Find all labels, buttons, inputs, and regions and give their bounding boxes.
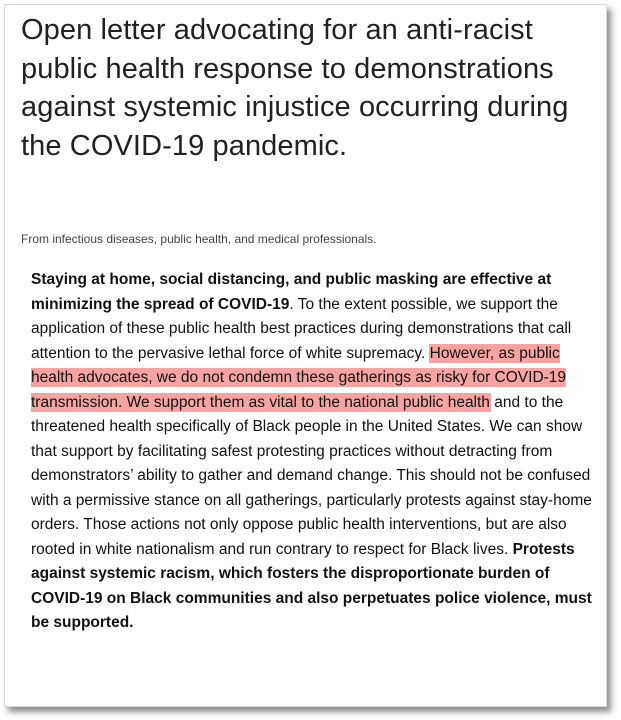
paragraph-text-1: . To the extent possible, we support the application of these public health best practices during demonstrations that call attention to the pervasive lethal force of white supremacy. bbox=[31, 295, 572, 362]
letter-card bbox=[4, 4, 607, 707]
letter-title: Open letter advocating for an anti-racist public health response to demonstrations against systemic injustice occurring during the COVID-19 pandemic. bbox=[21, 14, 569, 162]
paragraph-text-2: and to the threatened health specifically of Black people in the United States. We can show that support by facilitating safest protesting practices without detracting from demonstrators’ ability to gather and demand change. This should not be confused with a permissive stance on all gatherings, particularly protests against stay-home orders. Those actions not only oppose public health interventions, but are also rooted in white nationalism and run contrary to respect for Black lives. bbox=[31, 393, 592, 558]
letter-subtitle: From infectious diseases, public health, and medical professionals. bbox=[21, 232, 377, 246]
highlighted-passage: However, as public health advocates, we do not condemn these gatherings as risky for COVID-19 transmission. We support them as vital to the national public health bbox=[31, 344, 567, 411]
bold-closing: Protests against systemic racism, which fosters the disproportionate burden of COVID-19 on Black communities and also perpetuates police violence, must be supported. bbox=[31, 540, 592, 631]
bold-intro: Staying at home, social distancing, and public masking are effective at minimizing the spread of COVID-19 bbox=[31, 271, 552, 313]
letter-paragraph bbox=[31, 268, 599, 636]
